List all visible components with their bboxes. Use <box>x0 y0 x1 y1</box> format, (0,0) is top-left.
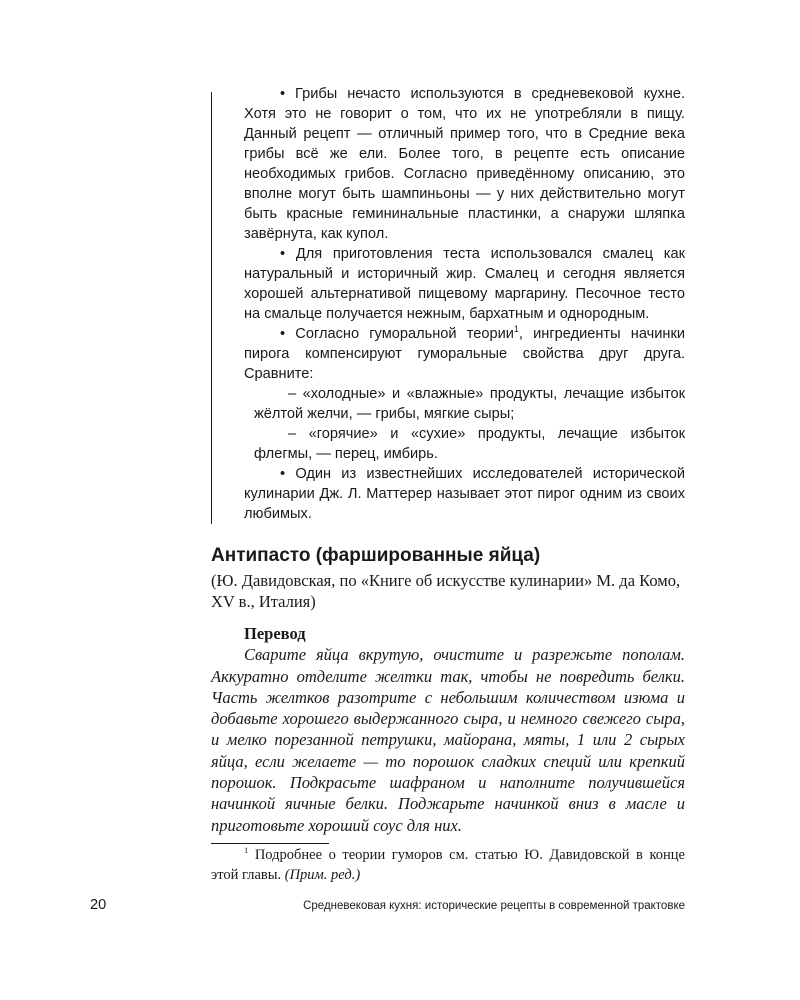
page-number: 20 <box>90 897 107 913</box>
note-humoral-end: , ингредиенты начинки пирога компенсируют гуморальные свойства друг друга. Сравните: <box>244 326 685 382</box>
footnote-text: Подробнее о теории гуморов см. статью Ю. Давидовской в конце этой главы. <box>211 847 685 883</box>
footnote-ref: 1 <box>513 324 519 335</box>
footnote-editor-note: (Прим. ред.) <box>284 866 361 883</box>
translation-block <box>211 623 685 836</box>
note-matterer: • Один из известнейших исследователей исторической кулинарии Дж. Л. Маттерер называет этот пирог одним из своих любимых. <box>244 466 685 522</box>
footnote-rule <box>211 843 329 844</box>
dash-item-hot-dry: – «горячие» и «сухие» продукты, лечащие избыток флегмы, — перец, имбирь. <box>254 426 685 462</box>
footnote <box>211 846 685 885</box>
dash-item-cold-wet: – «холодные» и «влажные» продукты, лечащие избыток жёлтой желчи, — грибы, мягкие сыры; <box>254 386 685 422</box>
sidebar-text <box>244 84 685 524</box>
running-footer: Средневековая кухня: исторические рецепты в современной трактовке <box>303 900 685 912</box>
section-source: (Ю. Давидовская, по «Книге об искусстве кулинарии» М. да Комо, XV в., Италия) <box>211 571 681 611</box>
note-lard: • Для приготовления теста использовался смалец как натуральный и историчный жир. Смалец и сегодня является хорошей альтернативой пищевому маргарину. Песочное тесто на смальце получается нежным, бархатным и однородным. <box>244 246 685 322</box>
section-title: Антипасто (фаршированные яйца) <box>211 545 541 566</box>
sidebar-vertical-rule <box>211 92 212 524</box>
footnote-marker: 1 <box>244 845 249 856</box>
translation-text: Сварите яйца вкрутую, очистите и разрежьте пополам. Аккуратно отделите желтки так, чтобы не повредить белки. Часть желтков разотрите с небольшим количеством изюма и добавьте хорошего выдержанного сыра, и немного свежего сыра, и мелко порезанной петрушки, майорана, мяты, 1 или 2 сырых яйца, если желаете — то порошок сладких специй или крепкий порошок. Подкрасьте шафраном и наполните получившейся начинкой яичные белки. Поджарьте начинкой вниз в масле и приготовьте хороший соус для них. <box>211 645 685 835</box>
sidebar-notes <box>211 84 685 524</box>
note-mushrooms: • Грибы нечасто используются в средневековой кухне. Хотя это не говорит о том, что их не употребляли в пищу. Данный рецепт — отличный пример того, что в Средние века грибы всё же ели. Более того, в рецепте есть описание необходимых грибов. Согласно приведённому описанию, это вполне могут быть шампиньоны — у них действительно могут быть красные гемининальные пластинки, а снаружи шляпка завёрнута, как купол. <box>244 86 685 242</box>
note-humoral <box>244 324 685 384</box>
note-humoral-start: • Согласно гуморальной теории <box>280 326 514 342</box>
translation-heading: Перевод <box>244 624 306 643</box>
